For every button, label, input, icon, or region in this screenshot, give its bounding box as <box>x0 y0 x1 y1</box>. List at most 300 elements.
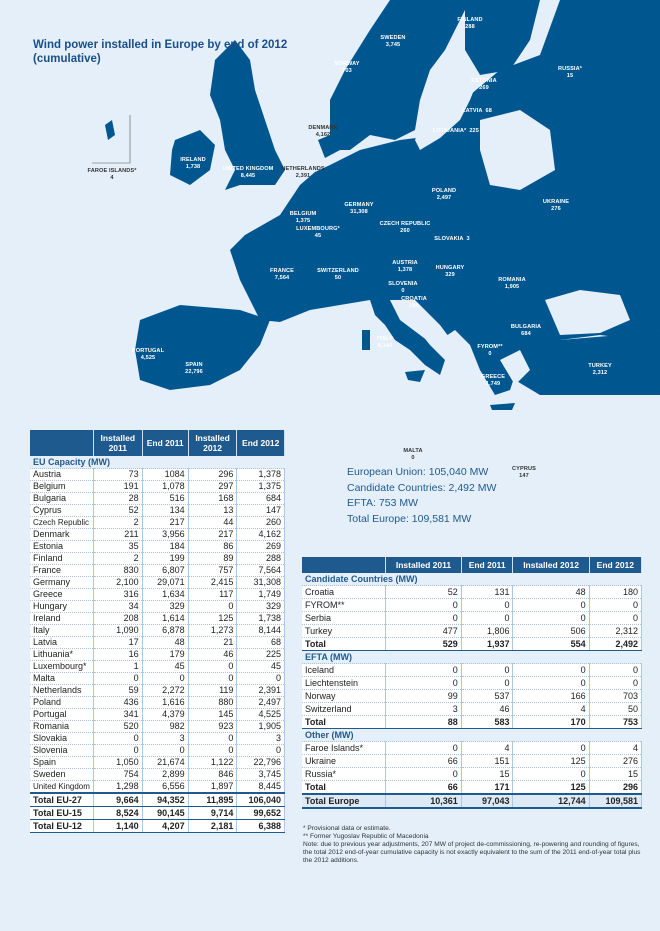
value-cell: 145 <box>188 709 237 721</box>
value-cell: 520 <box>93 721 142 733</box>
column-header: Installed 2012 <box>513 557 589 573</box>
table-row <box>302 755 642 768</box>
summary-total: Total Europe: 109,581 MW <box>347 512 472 525</box>
value-cell: 166 <box>513 690 589 703</box>
value-cell: 1,273 <box>188 625 237 637</box>
country-cell: Ukraine <box>302 755 386 768</box>
table-row <box>30 685 285 697</box>
map-label-romania <box>498 277 525 291</box>
value-cell: 2,899 <box>142 769 188 781</box>
table-row <box>30 769 285 781</box>
country-name: IRELAND <box>180 157 206 163</box>
footnotes <box>303 825 648 865</box>
table-row <box>30 613 285 625</box>
map-label-united-kingdom <box>223 166 274 180</box>
value-cell: 0 <box>589 599 641 612</box>
value-cell: 2 <box>93 553 142 565</box>
map-label-netherlands <box>281 166 324 180</box>
map-label-austria <box>392 260 418 274</box>
country-name: AUSTRIA <box>392 260 418 266</box>
value-cell: 276 <box>589 755 641 768</box>
country-cell: Faroe Islands* <box>302 742 386 755</box>
country-name: LUXEMBOURG* <box>296 226 340 232</box>
value-cell: 436 <box>93 697 142 709</box>
value-cell: 52 <box>93 505 142 517</box>
value-cell: 1,905 <box>237 721 285 733</box>
value-cell: 1,897 <box>188 781 237 794</box>
value-cell: 0 <box>513 677 589 690</box>
country-name: FAROE ISLANDS* <box>87 168 137 174</box>
value-cell: 0 <box>142 745 188 757</box>
value-cell: 1,122 <box>188 757 237 769</box>
capacity-value: 180 <box>409 303 419 309</box>
country-cell: Estonia <box>30 541 93 553</box>
capacity-value: 2,391 <box>295 173 311 179</box>
value-cell: 4,525 <box>237 709 285 721</box>
country-name: CYPRUS <box>512 466 536 472</box>
value-cell: 880 <box>188 697 237 709</box>
table-row <box>30 505 285 517</box>
total-row <box>302 781 642 795</box>
value-cell: 21,674 <box>142 757 188 769</box>
value-cell: 168 <box>188 493 237 505</box>
country-name: HUNGARY <box>435 265 465 271</box>
value-cell: 554 <box>513 638 589 651</box>
value-cell: 7,564 <box>237 565 285 577</box>
country-cell: Austria <box>30 469 93 481</box>
country-cell: Lithuania* <box>30 649 93 661</box>
column-header: Installed 2012 <box>188 430 237 456</box>
value-cell: 208 <box>93 613 142 625</box>
value-cell: 179 <box>142 649 188 661</box>
capacity-value: 1,738 <box>185 164 201 170</box>
value-cell: 16 <box>93 649 142 661</box>
value-cell: 0 <box>188 601 237 613</box>
total-row <box>302 638 642 651</box>
map-label-denmark <box>308 125 337 139</box>
value-cell: 0 <box>461 677 513 690</box>
total-row <box>30 807 285 820</box>
map-label-switzerland <box>317 268 359 282</box>
value-cell: 0 <box>188 673 237 685</box>
value-cell: 2,181 <box>188 820 237 833</box>
country-name: SWITZERLAND <box>317 268 359 274</box>
value-cell: 260 <box>237 517 285 529</box>
table-row <box>302 612 642 625</box>
map-label-bulgaria <box>511 324 541 338</box>
value-cell: 35 <box>93 541 142 553</box>
table-row <box>30 469 285 481</box>
value-cell: 0 <box>237 673 285 685</box>
country-cell: Total Europe <box>302 794 386 808</box>
value-cell: 3 <box>237 733 285 745</box>
value-cell: 9,714 <box>188 807 237 820</box>
table-row <box>302 625 642 638</box>
country-cell: France <box>30 565 93 577</box>
country-cell: Croatia <box>302 586 386 599</box>
column-header <box>30 430 93 456</box>
value-cell: 86 <box>188 541 237 553</box>
table-row <box>30 565 285 577</box>
value-cell: 0 <box>188 733 237 745</box>
value-cell: 217 <box>142 517 188 529</box>
table-row <box>30 673 285 685</box>
value-cell: 22,796 <box>237 757 285 769</box>
capacity-value: 7,564 <box>274 275 290 281</box>
country-cell: Total <box>302 638 386 651</box>
country-name: CZECH REPUBLIC <box>379 221 431 227</box>
map-label-france <box>270 268 294 282</box>
capacity-value: 22,796 <box>185 369 203 375</box>
country-cell: Total <box>302 781 386 795</box>
value-cell: 269 <box>237 541 285 553</box>
value-cell: 90,145 <box>142 807 188 820</box>
country-name: CROATIA <box>401 296 427 302</box>
value-cell: 1,749 <box>237 589 285 601</box>
faroe-islands <box>105 120 115 140</box>
capacity-value: 225 <box>469 128 479 134</box>
footnote-fyrom: ** Former Yugoslav Republic of Macedonia <box>303 833 429 840</box>
capacity-value: 2,497 <box>436 195 452 201</box>
value-cell: 0 <box>386 742 462 755</box>
country-cell: Romania <box>30 721 93 733</box>
map-label-spain <box>185 362 203 376</box>
value-cell: 66 <box>386 781 462 795</box>
value-cell: 1084 <box>142 469 188 481</box>
value-cell: 0 <box>93 745 142 757</box>
summary-eu: European Union: 105,040 MW <box>347 466 489 478</box>
eu-capacity-table <box>30 430 285 833</box>
value-cell: 4,379 <box>142 709 188 721</box>
total-row <box>302 716 642 729</box>
map-label-czech-republic <box>380 221 431 235</box>
capacity-value: 4 <box>110 175 114 181</box>
map-label-malta <box>403 448 422 462</box>
footnote-adjustment: Note: due to previous year adjustments, 207 MW of project de-commissioning, re-powering and rounding of figures, the total 2012 end-of-year cumulative capacity is not exactly equivalent to the sum of the 2011 end-of-year total plus the 2012 additions. <box>303 841 641 864</box>
country-name: MALTA <box>403 448 423 454</box>
value-cell: 2,272 <box>142 685 188 697</box>
map-label-slovenia <box>388 281 417 295</box>
capacity-value: 269 <box>479 85 489 91</box>
value-cell: 125 <box>513 781 589 795</box>
country-cell: Czech Republic <box>30 517 93 529</box>
value-cell: 3 <box>386 703 462 716</box>
value-cell: 66 <box>386 755 462 768</box>
value-cell: 1,298 <box>93 781 142 794</box>
section-title: EU Capacity (MW) <box>30 456 285 469</box>
value-cell: 0 <box>386 612 462 625</box>
section-title: EFTA (MW) <box>302 651 642 664</box>
capacity-value: 260 <box>400 228 410 234</box>
value-cell: 0 <box>188 745 237 757</box>
value-cell: 0 <box>461 664 513 677</box>
value-cell: 117 <box>188 589 237 601</box>
map-label-ukraine <box>543 199 569 213</box>
value-cell: 180 <box>589 586 641 599</box>
value-cell: 125 <box>188 613 237 625</box>
value-cell: 923 <box>188 721 237 733</box>
value-cell: 0 <box>188 661 237 673</box>
value-cell: 1,738 <box>237 613 285 625</box>
value-cell: 8,144 <box>237 625 285 637</box>
map-label-turkey <box>588 363 612 377</box>
value-cell: 0 <box>513 599 589 612</box>
crete <box>490 403 515 410</box>
value-cell: 52 <box>386 586 462 599</box>
table-row <box>302 690 642 703</box>
value-cell: 4,207 <box>142 820 188 833</box>
country-cell: Poland <box>30 697 93 709</box>
capacity-value: 1,378 <box>397 267 413 273</box>
value-cell: 2 <box>93 517 142 529</box>
capacity-value: 288 <box>465 24 475 30</box>
value-cell: 211 <box>93 529 142 541</box>
capacity-value: 3 <box>466 236 470 242</box>
value-cell: 4 <box>589 742 641 755</box>
country-name: GERMANY <box>344 202 374 208</box>
country-cell: Spain <box>30 757 93 769</box>
value-cell: 0 <box>513 768 589 781</box>
table-row <box>302 768 642 781</box>
value-cell: 94,352 <box>142 793 188 807</box>
country-cell: Norway <box>302 690 386 703</box>
value-cell: 170 <box>513 716 589 729</box>
value-cell: 3,745 <box>237 769 285 781</box>
map-label-fyrom <box>477 344 502 358</box>
country-cell: Total EU-27 <box>30 793 93 807</box>
map-label-italy <box>377 336 393 350</box>
country-cell: Italy <box>30 625 93 637</box>
value-cell: 4,162 <box>237 529 285 541</box>
section-header <box>302 729 642 742</box>
country-cell: Netherlands <box>30 685 93 697</box>
table-row <box>30 745 285 757</box>
value-cell: 3,956 <box>142 529 188 541</box>
map-label-lithuania <box>433 128 479 135</box>
value-cell: 89 <box>188 553 237 565</box>
table-row <box>302 664 642 677</box>
value-cell: 0 <box>461 612 513 625</box>
table-row <box>30 541 285 553</box>
value-cell: 28 <box>93 493 142 505</box>
country-name: ESTONIA <box>471 78 497 84</box>
country-cell: Latvia <box>30 637 93 649</box>
section-title: Candidate Countries (MW) <box>302 573 642 586</box>
value-cell: 3 <box>142 733 188 745</box>
value-cell: 184 <box>142 541 188 553</box>
value-cell: 59 <box>93 685 142 697</box>
value-cell: 506 <box>513 625 589 638</box>
section-title: Other (MW) <box>302 729 642 742</box>
value-cell: 199 <box>142 553 188 565</box>
value-cell: 830 <box>93 565 142 577</box>
table-row <box>30 625 285 637</box>
capacity-value: 8,144 <box>377 343 393 349</box>
map-label-latvia <box>462 108 492 115</box>
value-cell: 217 <box>188 529 237 541</box>
summary-candidate: Candidate Countries: 2,492 MW <box>347 481 497 494</box>
value-cell: 477 <box>386 625 462 638</box>
value-cell: 68 <box>237 637 285 649</box>
value-cell: 4 <box>513 703 589 716</box>
value-cell: 0 <box>513 612 589 625</box>
map-label-hungary <box>436 265 465 279</box>
country-cell: Luxembourg* <box>30 661 93 673</box>
map-label-ireland <box>180 157 206 171</box>
capacity-value: 15 <box>566 73 574 79</box>
value-cell: 151 <box>461 755 513 768</box>
map-label-belgium <box>290 211 317 225</box>
map-label-estonia <box>471 78 496 92</box>
table-row <box>30 553 285 565</box>
value-cell: 529 <box>386 638 462 651</box>
value-cell: 2,492 <box>589 638 641 651</box>
value-cell: 0 <box>513 742 589 755</box>
summary-totals <box>347 465 496 527</box>
country-cell: Bulgaria <box>30 493 93 505</box>
capacity-value: 276 <box>551 206 561 212</box>
map-title: Wind power installed in Europe by end of 2012 (cumulative) <box>33 39 288 65</box>
value-cell: 296 <box>589 781 641 795</box>
column-header: End 2012 <box>589 557 641 573</box>
value-cell: 12,744 <box>513 794 589 808</box>
value-cell: 0 <box>386 664 462 677</box>
map-label-cyprus <box>512 466 536 480</box>
capacity-value: 2,312 <box>592 370 608 376</box>
value-cell: 0 <box>142 673 188 685</box>
country-cell: Slovakia <box>30 733 93 745</box>
value-cell: 296 <box>188 469 237 481</box>
value-cell: 1,078 <box>142 481 188 493</box>
country-cell: United Kingdom <box>30 781 93 794</box>
table-row <box>30 781 285 794</box>
value-cell: 88 <box>386 716 462 729</box>
value-cell: 48 <box>513 586 589 599</box>
value-cell: 0 <box>93 733 142 745</box>
country-name: FRANCE <box>270 268 294 274</box>
capacity-value: 0 <box>401 288 405 294</box>
table-row <box>30 649 285 661</box>
capacity-value: 4,162 <box>315 132 331 138</box>
section-header <box>302 573 642 586</box>
value-cell: 2,100 <box>93 577 142 589</box>
section-header <box>302 651 642 664</box>
capacity-value: 31,308 <box>350 209 368 215</box>
summary-efta: EFTA: 753 MW <box>347 497 418 509</box>
value-cell: 44 <box>188 517 237 529</box>
value-cell: 134 <box>142 505 188 517</box>
value-cell: 1,616 <box>142 697 188 709</box>
table-row <box>302 742 642 755</box>
capacity-value: 0 <box>488 351 492 357</box>
country-cell: Slovenia <box>30 745 93 757</box>
country-cell: Total <box>302 716 386 729</box>
table-row <box>302 586 642 599</box>
country-cell: Malta <box>30 673 93 685</box>
country-name: TURKEY <box>588 363 612 369</box>
value-cell: 6,878 <box>142 625 188 637</box>
value-cell: 45 <box>142 661 188 673</box>
value-cell: 753 <box>589 716 641 729</box>
value-cell: 6,807 <box>142 565 188 577</box>
table-row <box>30 721 285 733</box>
non-eu-capacity-table <box>302 557 642 809</box>
value-cell: 0 <box>589 677 641 690</box>
value-cell: 1,634 <box>142 589 188 601</box>
value-cell: 2,312 <box>589 625 641 638</box>
capacity-value: 3,745 <box>385 42 401 48</box>
capacity-value: 329 <box>445 272 455 278</box>
value-cell: 99,652 <box>237 807 285 820</box>
value-cell: 9,664 <box>93 793 142 807</box>
country-cell: Belgium <box>30 481 93 493</box>
value-cell: 1,378 <box>237 469 285 481</box>
capacity-value: 68 <box>485 108 492 114</box>
country-name: LATVIA <box>462 108 483 114</box>
value-cell: 2,497 <box>237 697 285 709</box>
map-label-faroe-islands <box>88 168 137 182</box>
value-cell: 15 <box>589 768 641 781</box>
value-cell: 1,937 <box>461 638 513 651</box>
column-header <box>302 557 386 573</box>
section-header <box>30 456 285 469</box>
capacity-value: 1,375 <box>295 218 311 224</box>
value-cell: 754 <box>93 769 142 781</box>
value-cell: 109,581 <box>589 794 641 808</box>
total-row <box>30 820 285 833</box>
capacity-value: 1,749 <box>485 381 501 387</box>
value-cell: 583 <box>461 716 513 729</box>
value-cell: 6,556 <box>142 781 188 794</box>
table-row <box>30 601 285 613</box>
capacity-value: 0 <box>411 455 415 461</box>
capacity-value: 1,905 <box>504 284 520 290</box>
header-row <box>30 430 285 456</box>
capacity-value: 8,445 <box>240 173 256 179</box>
country-name: RUSSIA* <box>557 66 583 72</box>
value-cell: 684 <box>237 493 285 505</box>
table-row <box>30 709 285 721</box>
country-cell: Finland <box>30 553 93 565</box>
value-cell: 46 <box>188 649 237 661</box>
country-name: FYROM** <box>477 344 503 350</box>
value-cell: 4 <box>461 742 513 755</box>
value-cell: 0 <box>386 599 462 612</box>
country-cell: Greece <box>30 589 93 601</box>
country-name: POLAND <box>431 188 457 194</box>
value-cell: 0 <box>237 745 285 757</box>
value-cell: 21 <box>188 637 237 649</box>
country-name: SWEDEN <box>380 35 406 41</box>
map-label-russia <box>558 66 582 80</box>
value-cell: 0 <box>386 677 462 690</box>
capacity-value: 4,525 <box>140 355 156 361</box>
value-cell: 13 <box>188 505 237 517</box>
map-label-slovakia <box>434 236 470 243</box>
value-cell: 329 <box>142 601 188 613</box>
table-row <box>30 517 285 529</box>
table-row <box>302 677 642 690</box>
value-cell: 106,040 <box>237 793 285 807</box>
country-cell: Portugal <box>30 709 93 721</box>
value-cell: 1 <box>93 661 142 673</box>
country-cell: Total EU-15 <box>30 807 93 820</box>
capacity-value: 147 <box>519 473 529 479</box>
country-name: BELGIUM <box>289 211 317 217</box>
map-label-poland <box>432 188 456 202</box>
country-name: GREECE <box>480 374 506 380</box>
country-cell: Germany <box>30 577 93 589</box>
